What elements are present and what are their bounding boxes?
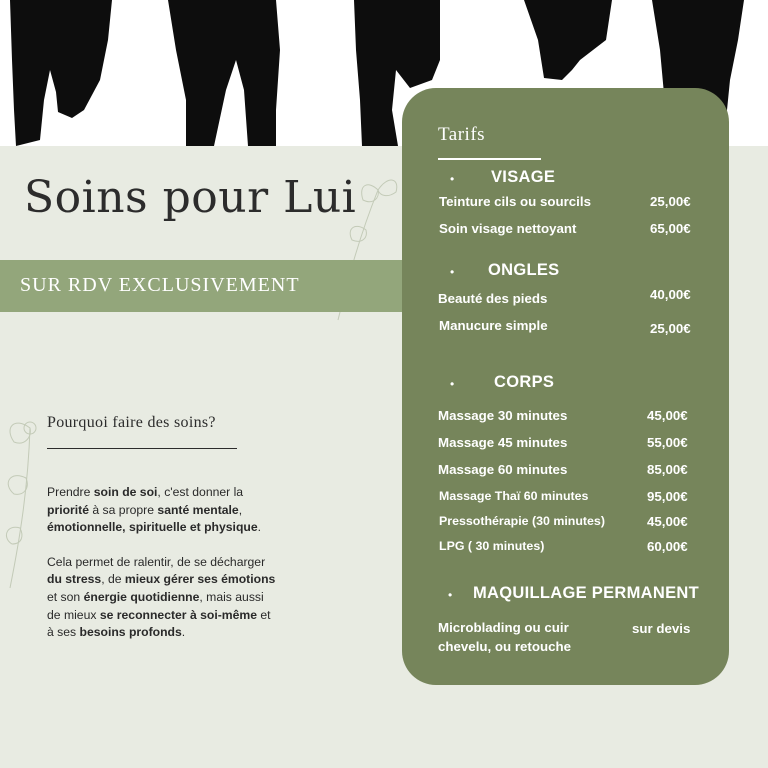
why-text-segment: santé mentale xyxy=(157,502,239,517)
price-massage-60: 85,00€ xyxy=(647,462,688,477)
why-paragraph-2 xyxy=(47,554,279,642)
why-text-segment: se reconnecter à soi-même xyxy=(99,607,258,622)
why-text-segment: besoins profonds xyxy=(79,625,182,640)
why-text-segment: et à ses xyxy=(47,607,271,640)
price-massage-thai: 95,00€ xyxy=(647,489,688,504)
price-beaute-pieds: 40,00€ xyxy=(650,287,691,302)
item-massage-45: Massage 45 minutes xyxy=(438,435,568,450)
item-lpg: LPG ( 30 minutes) xyxy=(439,539,545,553)
appointment-banner xyxy=(0,260,408,312)
price-massage-45: 55,00€ xyxy=(647,435,688,450)
tarifs-divider xyxy=(438,158,541,160)
price-lpg: 60,00€ xyxy=(647,539,688,554)
item-massage-30: Massage 30 minutes xyxy=(438,408,568,423)
item-massage-thai: Massage Thaï 60 minutes xyxy=(439,489,589,503)
bullet-icon: • xyxy=(448,588,453,602)
price-massage-30: 45,00€ xyxy=(647,408,688,423)
price-card xyxy=(402,88,729,685)
why-body xyxy=(47,484,279,659)
price-teinture: 25,00€ xyxy=(650,194,691,209)
why-text-segment: énergie quotidienne xyxy=(83,589,200,604)
item-soin-visage: Soin visage nettoyant xyxy=(439,221,577,236)
why-text-segment: priorité xyxy=(47,502,89,517)
why-text-segment: , mais aussi de mieux xyxy=(47,589,264,622)
page-title: Soins pour Lui xyxy=(24,172,357,223)
item-manucure: Manucure simple xyxy=(439,318,548,333)
why-text-segment: . xyxy=(181,625,186,640)
why-text-segment: et son xyxy=(47,589,84,604)
why-text-segment: émotionnelle, spirituelle et physique xyxy=(47,520,258,535)
why-text-segment: mieux gérer ses émotions xyxy=(124,572,276,587)
bullet-icon: • xyxy=(450,172,455,186)
tarifs-heading: Tarifs xyxy=(438,124,486,145)
why-paragraph-1 xyxy=(47,484,279,537)
why-divider xyxy=(47,448,237,449)
price-manucure: 25,00€ xyxy=(650,321,691,336)
item-beaute-pieds: Beauté des pieds xyxy=(438,291,548,306)
why-text-segment: , xyxy=(238,502,243,517)
price-soin-visage: 65,00€ xyxy=(650,221,691,236)
item-microblading: Microblading ou cuir chevelu, ou retouche xyxy=(438,620,572,654)
item-massage-60: Massage 60 minutes xyxy=(438,462,568,477)
item-pressotherapie: Pressothérapie (30 minutes) xyxy=(439,514,605,528)
category-corps: CORPS xyxy=(494,373,555,391)
bullet-icon: • xyxy=(450,265,455,279)
category-maquillage: MAQUILLAGE PERMANENT xyxy=(473,584,699,602)
category-ongles: ONGLES xyxy=(488,261,560,279)
bullet-icon: • xyxy=(450,377,455,391)
why-text-segment: Cela permet de ralentir, de se décharger xyxy=(47,554,266,569)
why-text-segment: , de xyxy=(101,572,125,587)
floral-lineart-icon xyxy=(0,398,50,588)
why-text-segment: à sa propre xyxy=(88,502,158,517)
why-text-segment: . xyxy=(257,520,262,535)
why-text-segment: , c'est donner la xyxy=(157,485,244,499)
why-text-segment: du stress xyxy=(47,572,102,587)
appointment-banner-text: SUR RDV EXCLUSIVEMENT xyxy=(20,274,300,296)
price-pressotherapie: 45,00€ xyxy=(647,514,688,529)
why-heading: Pourquoi faire des soins? xyxy=(47,414,216,431)
why-text-segment: soin de soi xyxy=(93,485,158,499)
category-visage: VISAGE xyxy=(491,168,556,186)
why-text-segment: Prendre xyxy=(47,485,94,499)
price-microblading: sur devis xyxy=(632,621,691,636)
item-teinture: Teinture cils ou sourcils xyxy=(439,194,591,209)
